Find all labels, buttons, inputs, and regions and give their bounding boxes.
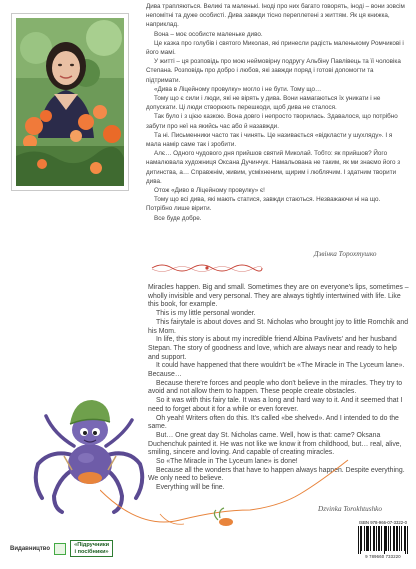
barcode-bar [366, 526, 367, 551]
en-paragraph: It could have happened that there wouldn't be «The Miracle in The Lyceum lane». Because… [148, 362, 405, 379]
ua-paragraph: Отож «Диво в Ліцейному провулку» є! [154, 187, 265, 195]
en-paragraph: Because all the wonders that have to happen always happen. Despite everything. We only need to believe. [148, 466, 405, 483]
en-paragraph: So it was with this fairy tale. It was a long and hard way to it. And it seemed that I need to forget about it for a while or even forever. [148, 397, 403, 413]
ua-paragraph: Тому що є сили і люди, які не вірять у дива. Вони намагаються їх уникати і не допускати. Ці люди створюють перешкоди, щоб дива не сталося. [146, 95, 381, 112]
barcode-bar [388, 526, 389, 551]
ua-paragraph: Все буде добре. [154, 214, 202, 222]
barcode-bar [405, 526, 406, 554]
en-paragraph: In life, this story is about my incredible friend Albina Pavlivets' and her husband Stepan. The story of goodness and love, which are always near and ready to help and support. [148, 336, 397, 361]
barcode-bar [367, 526, 368, 551]
ukrainian-text-block [146, 2, 408, 223]
barcode-bar [360, 526, 361, 554]
ua-paragraph: У житті – ця розповідь про мою неймовірну подругу Альбіну Павлівець та її чоловіка Степана. Розповідь про добро і любов, які завжди поряд і готові допомогти та підтримати. [146, 58, 401, 84]
publisher-name-line: і посібники» [74, 548, 109, 555]
en-paragraph: So «The Miracle in The Lyceum lane» is done! [156, 458, 298, 466]
barcode-bar [404, 526, 405, 551]
barcode-bar [401, 526, 402, 551]
isbn-block [356, 520, 410, 564]
author-photo [12, 14, 128, 190]
barcode-bar [370, 526, 371, 551]
barcode-bar [386, 526, 387, 551]
thread-illustration [100, 430, 350, 540]
barcode-bar [361, 526, 362, 551]
barcode-bar [396, 526, 397, 551]
ua-paragraph: Вона – моє особисте маленьке диво. [154, 30, 263, 38]
barcode-bar [384, 526, 385, 554]
en-paragraph: Oh yeah! Writers often do this. It's called «be shelved». And I intended to do the same. [148, 414, 399, 431]
barcode-bar [378, 526, 379, 551]
barcode-bar [376, 526, 377, 551]
ua-paragraph: Дива трапляються. Великі та маленькі. Іноді про них багато говорять, іноді – вони зовсім непомітні та дуже особисті. Дива завжди тісно переплетені з життям. Як ця книжка, наприклад. [146, 3, 405, 29]
en-paragraph: But… One great day St. Nicholas came. Well, how is that: came? Oksana Duchenchuk painted it. He was not like we know it from childhood, but… real, alive, smiling, sincere and loving. And capable of creating miracles. [148, 431, 402, 457]
author-photo-image [16, 18, 124, 186]
en-paragraph: Everything will be fine. [156, 484, 225, 492]
ua-paragraph: «Дива в Ліцейному провулку» могло і не бути. Тому що… [154, 85, 322, 93]
barcode-bar [399, 526, 400, 551]
barcode [358, 526, 408, 554]
barcode-bar [393, 526, 394, 551]
isbn-digits: 9 789660 733220 [365, 554, 401, 559]
barcode-bar [364, 526, 365, 551]
ua-paragraph: Тому що всі дива, які мають статися, завжди стаються. Незважаючи ні на що. Потрібно лише вірити. [146, 196, 381, 213]
barcode-bar [390, 526, 391, 551]
ua-paragraph: Та ні. Письменники часто так і чинять. Це називається «відкласти у шухляду». І я мала намір саме так і зробити. [146, 131, 393, 149]
en-paragraph: Because there're forces and people who don't believe in the miracles. They try to avoid and not allow them to happen. These people create obstacles. [148, 379, 403, 396]
barcode-bar [368, 526, 369, 551]
ua-paragraph: Алє… Одного чудового дня прийшов святий Миколай. Тобто: як прийшов? Його намалювала художниця Оксана Дучинчук. Намальована не таким, як ми знаємо його з дитинства, а… Справжнім, живим, усміхненим, щирим і люблячим. І здатним творити дива. [146, 150, 401, 185]
english-signature: Dzvinka Torokhtushko [318, 505, 382, 513]
en-paragraph: Miracles happen. Big and small. Sometimes they are on everyone's lips, sometimes – wholly invisible and very personal. They are always tightly intertwined with life. Like this book, for example. [148, 284, 409, 309]
publisher-block [10, 540, 113, 557]
publisher-label: Видавництво [10, 545, 51, 552]
publisher-logo-icon [54, 543, 66, 555]
ukrainian-signature: Дзвінка Торохтушко [314, 250, 377, 258]
barcode-bar [381, 526, 382, 551]
en-paragraph: This fairytale is about doves and St. Nicholas who brought joy to little Romchik and his Mom. [148, 318, 409, 335]
en-paragraph: This is my little personal wonder. [156, 310, 256, 318]
publisher-name-line: «Підручники [74, 542, 110, 548]
ua-paragraph: Так було і з цією казкою. Вона довго і непросто творилась. Здавалося, що потрібно забути про неї на якийсь час або й назавжди. [146, 113, 398, 130]
ua-paragraph: Це казка про голубів і святого Миколая, які принесли радість маленькому Ромчикові і його мамі. [146, 39, 404, 57]
publisher-name [70, 540, 113, 557]
barcode-bar [374, 526, 375, 551]
barcode-bar [394, 526, 395, 551]
ornament-divider [148, 262, 266, 274]
barcode-bar [397, 526, 398, 551]
barcode-bar [373, 526, 374, 551]
isbn-text: ISBN 978-966-07-3322-0 [358, 520, 407, 525]
barcode-bar [407, 526, 408, 554]
barcode-bar [385, 526, 386, 551]
barcode-bar [379, 526, 380, 551]
barcode-bar [358, 526, 359, 554]
